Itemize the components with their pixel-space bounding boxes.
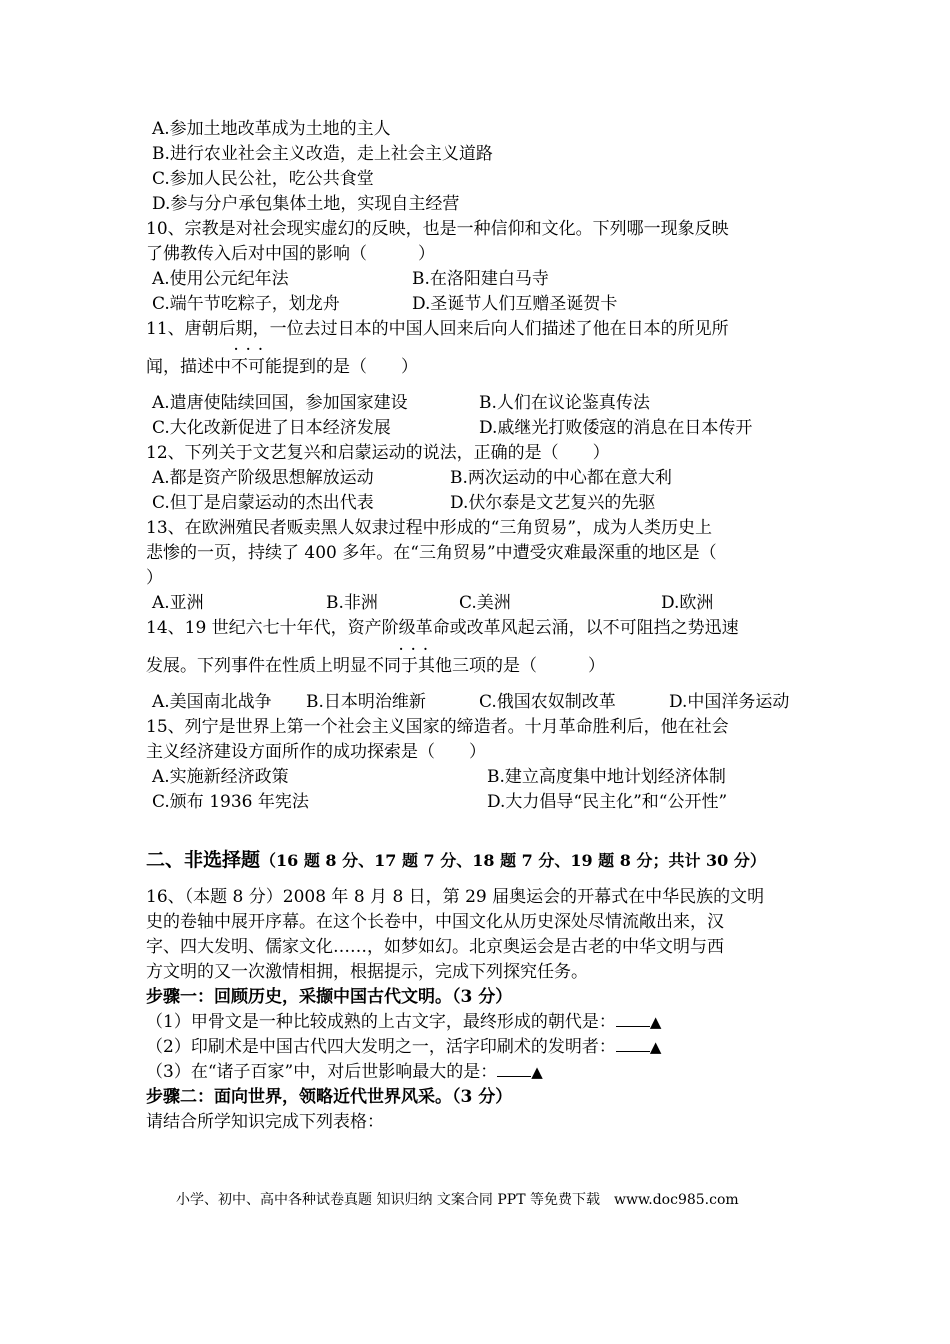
- q15-option-d: D.大力倡导“民主化”和“公开性”: [487, 792, 728, 812]
- q12-option-a: A.都是资产阶级思想解放运动: [152, 468, 374, 488]
- q10-option-d: D.圣诞节人们互赠圣诞贺卡: [412, 294, 618, 314]
- q9-option-d: D.参与分户承包集体土地，实现自主经营: [152, 194, 460, 214]
- q13-option-c: C.美洲: [459, 593, 511, 613]
- page-footer: 小学、初中、高中各种试卷真题 知识归纳 文案合同 PPT 等免费下载 www.doc985.com: [176, 1192, 739, 1208]
- q14-option-a: A.美国南北战争: [152, 692, 272, 712]
- answer-blank-2[interactable]: [616, 1036, 650, 1052]
- q15-option-c: C.颁布 1936 年宪法: [152, 792, 309, 812]
- q12-stem-line1: 12、下列关于文艺复兴和启蒙运动的说法，正确的是（ ）: [146, 443, 610, 463]
- q10-stem-line2: 了佛教传入后对中国的影响（ ）: [146, 244, 435, 264]
- q12-option-b: B.两次运动的中心都在意大利: [450, 468, 672, 488]
- q14-stem-line1: 14、19 世纪六七十年代，资产阶级革命或改革风起云涌，以不可阻挡之势迅速: [146, 618, 739, 638]
- q11-stem-line2: 闻，描述中不可能提到的是（ ）: [146, 357, 418, 377]
- q16-subq-2: [146, 1035, 661, 1059]
- q14-emphasis-dots: ···: [399, 642, 436, 656]
- section2-heading: [146, 848, 766, 873]
- q16-subq-1-text: （1）甲骨文是一种比较成熟的上古文字，最终形成的朝代是：: [146, 1012, 616, 1032]
- q16-stem-line4: 方文明的又一次激情相拥，根据提示，完成下列探究任务。: [146, 962, 588, 982]
- q13-option-a: A.亚洲: [152, 593, 204, 613]
- q16-subq-3-text: （3）在“诸子百家”中，对后世影响最大的是：: [146, 1062, 498, 1082]
- q16-table-prompt: 请结合所学知识完成下列表格：: [146, 1112, 384, 1132]
- q11-stem-line1: 11、唐朝后期，一位去过日本的中国人回来后向人们描述了他在日本的所见所: [146, 319, 729, 339]
- q16-step2-heading: 步骤二：面向世界，领略近代世界风采。（3 分）: [146, 1087, 513, 1107]
- q9-option-b: B.进行农业社会主义改造，走上社会主义道路: [152, 144, 493, 164]
- q16-subq-2-text: （2）印刷术是中国古代四大发明之一，活字印刷术的发明者：: [146, 1037, 616, 1057]
- q11-option-a: A.遣唐使陆续回国，参加国家建设: [152, 393, 408, 413]
- q14-stem-line2: 发展。下列事件在性质上明显不同于其他三项的是（ ）: [146, 656, 605, 676]
- q15-option-b: B.建立高度集中地计划经济体制: [487, 767, 726, 787]
- answer-blank-1[interactable]: [616, 1011, 650, 1027]
- q11-option-d: D.戚继光打败倭寇的消息在日本传开: [479, 418, 753, 438]
- q16-subq-3: [146, 1060, 543, 1084]
- q16-stem-line1: 16、（本题 8 分）2008 年 8 月 8 日，第 29 届奥运会的开幕式在中华民族的文明: [146, 887, 765, 907]
- triangle-icon: ▲: [649, 1013, 662, 1031]
- q15-stem-line2: 主义经济建设方面所作的成功探索是（ ）: [146, 742, 486, 762]
- q10-option-c: C.端午节吃粽子，划龙舟: [152, 294, 340, 314]
- q13-stem-line3: ）: [146, 568, 163, 588]
- q11-option-b: B.人们在议论鉴真传法: [479, 393, 650, 413]
- q16-subq-1: [146, 1010, 661, 1034]
- q13-stem-line1: 13、在欧洲殖民者贩卖黑人奴隶过程中形成的“三角贸易”，成为人类历史上: [146, 518, 713, 538]
- q14-option-d: D.中国洋务运动: [669, 692, 790, 712]
- answer-blank-3[interactable]: [497, 1061, 531, 1077]
- q12-option-c: C.但丁是启蒙运动的杰出代表: [152, 493, 374, 513]
- triangle-icon: ▲: [649, 1038, 662, 1056]
- q11-emphasis-dots: ···: [234, 342, 271, 356]
- section2-title: 二、非选择题: [146, 849, 261, 871]
- q9-option-c: C.参加人民公社，吃公共食堂: [152, 169, 374, 189]
- q9-option-a: A.参加土地改革成为土地的主人: [152, 119, 391, 139]
- q10-option-b: B.在洛阳建白马寺: [412, 269, 549, 289]
- q13-stem-line2: 悲惨的一页，持续了 400 多年。在“三角贸易”中遭受灾难最深重的地区是（: [146, 543, 717, 563]
- q10-stem-line1: 10、宗教是对社会现实虚幻的反映，也是一种信仰和文化。下列哪一现象反映: [146, 219, 729, 239]
- q15-stem-line1: 15、列宁是世界上第一个社会主义国家的缔造者。十月革命胜利后，他在社会: [146, 717, 729, 737]
- q16-stem-line3: 字、四大发明、儒家文化……，如梦如幻。北京奥运会是古老的中华文明与西: [146, 937, 724, 957]
- q13-option-b: B.非洲: [326, 593, 378, 613]
- q16-step1-heading: 步骤一：回顾历史，采撷中国古代文明。（3 分）: [146, 987, 513, 1007]
- q14-option-b: B.日本明治维新: [306, 692, 426, 712]
- section2-score-note: （16 题 8 分、17 题 7 分、18 题 7 分、19 题 8 分；共计 30 分）: [260, 851, 766, 870]
- q13-option-d: D.欧洲: [661, 593, 714, 613]
- q16-stem-line2: 史的卷轴中展开序幕。在这个长卷中，中国文化从历史深处尽情流敞出来，汉: [146, 912, 724, 932]
- triangle-icon: ▲: [531, 1063, 543, 1081]
- q15-option-a: A.实施新经济政策: [152, 767, 289, 787]
- q10-option-a: A.使用公元纪年法: [152, 269, 289, 289]
- q11-option-c: C.大化改新促进了日本经济发展: [152, 418, 391, 438]
- q12-option-d: D.伏尔泰是文艺复兴的先驱: [450, 493, 656, 513]
- q14-option-c: C.俄国农奴制改革: [479, 692, 616, 712]
